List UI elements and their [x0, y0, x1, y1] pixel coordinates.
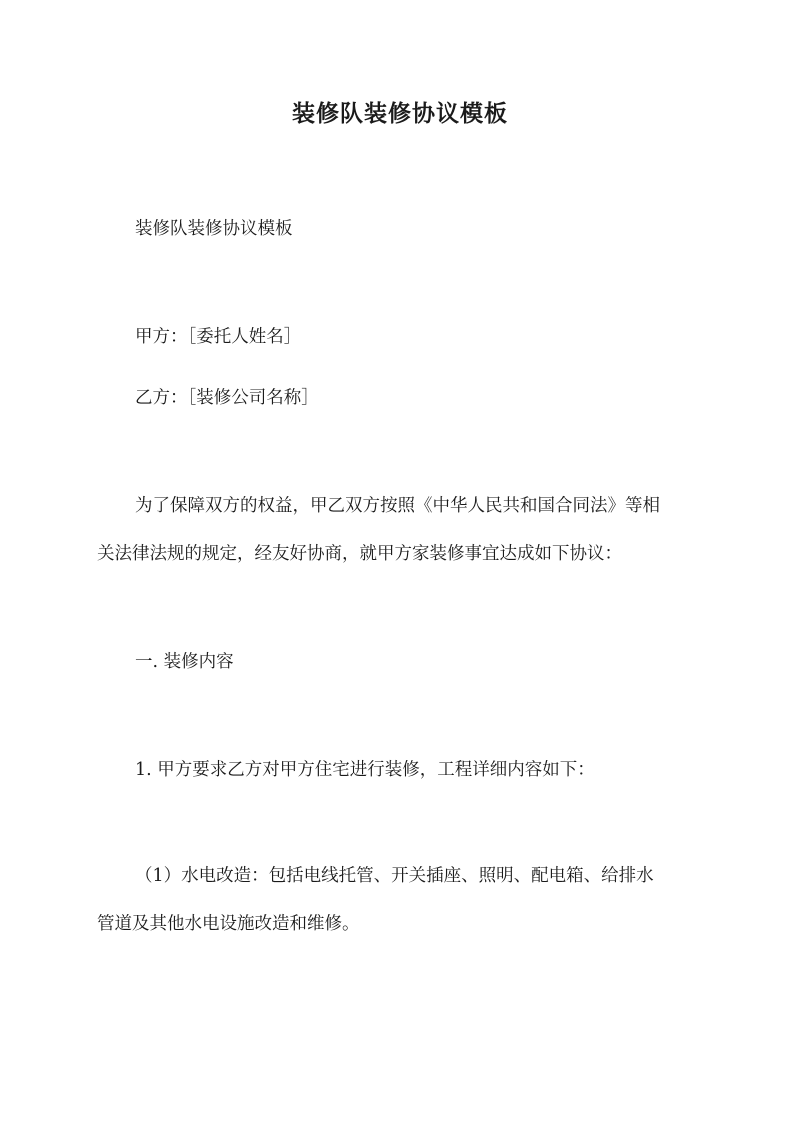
clause-item-1: 1. 甲方要求乙方对甲方住宅进行装修，工程详细内容如下： [135, 760, 595, 780]
clause-item-1-sub-1-line-1: （1）水电改造：包括电线托管、开关插座、照明、配电箱、给排水 [135, 866, 654, 886]
preamble-paragraph [97, 492, 695, 568]
clause-item-1-sub-1 [97, 862, 695, 938]
document-title: 装修队装修协议模板 [292, 100, 508, 127]
section-heading-1: 一. 装修内容 [135, 652, 234, 672]
party-a-line: 甲方：［委托人姓名］ [135, 327, 302, 347]
party-b-line: 乙方：［装修公司名称］ [135, 388, 319, 408]
preamble-line-2: 关法律法规的规定，经友好协商，就甲方家装修事宜达成如下协议： [97, 544, 622, 564]
clause-item-1-sub-1-line-2: 管道及其他水电设施改造和维修。 [97, 914, 360, 934]
preamble-line-1: 为了保障双方的权益，甲乙双方按照《中华人民共和国合同法》等相 [135, 496, 660, 516]
document-subtitle: 装修队装修协议模板 [135, 219, 293, 239]
